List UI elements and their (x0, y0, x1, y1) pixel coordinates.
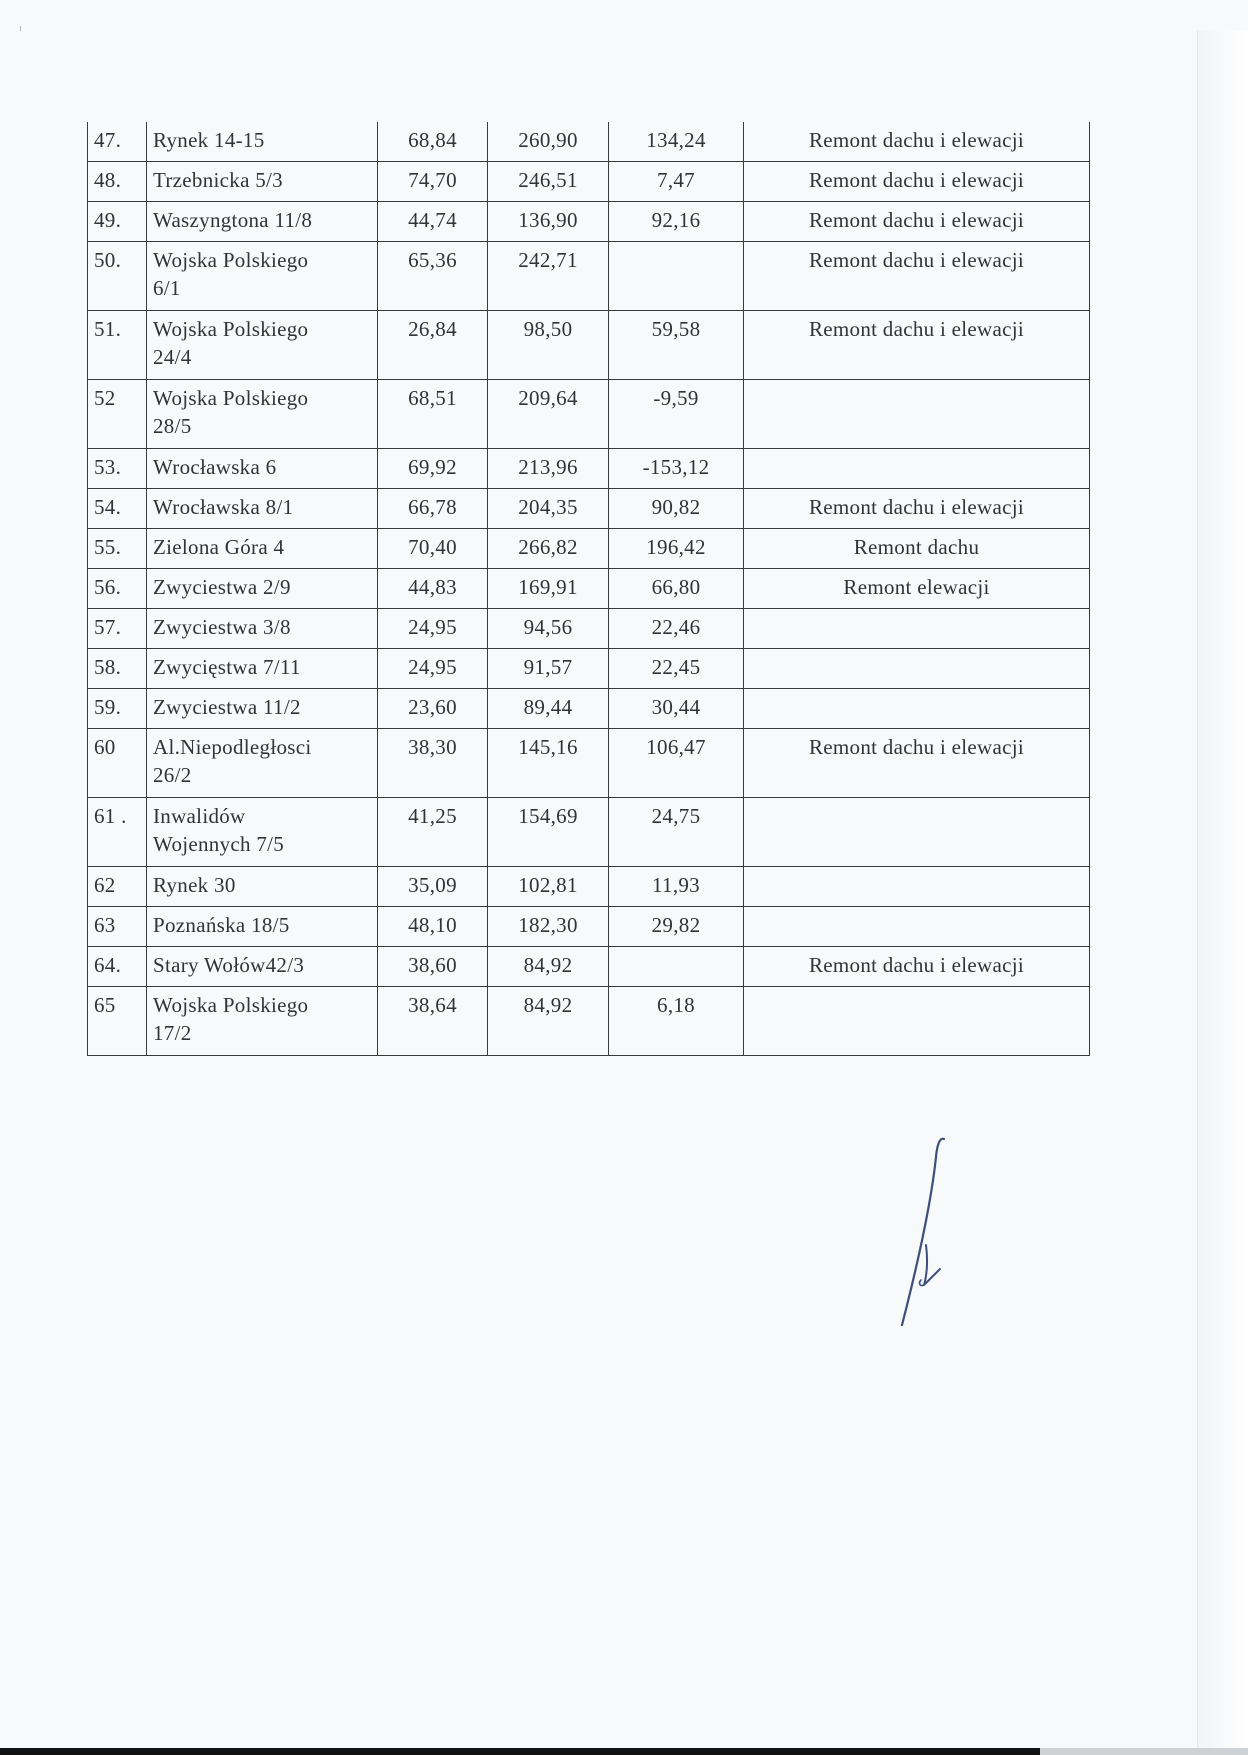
value-cell-1: 68,84 (378, 122, 488, 162)
note-cell (744, 689, 1090, 729)
note-cell (744, 907, 1090, 947)
note-cell: Remont dachu i elewacji (744, 242, 1090, 311)
row-number: 48. (88, 162, 147, 202)
value-cell-2: 242,71 (488, 242, 609, 311)
address-line: Zwycięstwa 7/11 (153, 655, 301, 679)
table-row (88, 569, 1090, 609)
scan-mark (20, 26, 21, 31)
row-number: 55. (88, 529, 147, 569)
table-row (88, 122, 1090, 162)
row-number: 53. (88, 449, 147, 489)
value-cell-2: 84,92 (488, 987, 609, 1056)
address-line: Rynek 30 (153, 873, 236, 897)
table-row (88, 907, 1090, 947)
value-cell-1: 26,84 (378, 311, 488, 380)
row-number: 62 (88, 867, 147, 907)
scan-bottom-edge (0, 1748, 1040, 1755)
page-edge (1197, 30, 1248, 1755)
value-cell-2: 154,69 (488, 798, 609, 867)
value-cell-3: -153,12 (609, 449, 744, 489)
value-cell-1: 69,92 (378, 449, 488, 489)
signature (890, 1135, 950, 1330)
value-cell-2: 94,56 (488, 609, 609, 649)
row-number: 56. (88, 569, 147, 609)
value-cell-2: 136,90 (488, 202, 609, 242)
address-cell (147, 867, 378, 907)
address-cell (147, 907, 378, 947)
address-line: Wojska Polskiego (153, 993, 309, 1017)
value-cell-1: 68,51 (378, 380, 488, 449)
value-cell-1: 48,10 (378, 907, 488, 947)
scan-bottom-edge-light (1040, 1748, 1248, 1755)
address-line: Stary Wołów42/3 (153, 953, 305, 977)
value-cell-1: 24,95 (378, 609, 488, 649)
value-cell-1: 24,95 (378, 649, 488, 689)
value-cell-3: 90,82 (609, 489, 744, 529)
row-number: 63 (88, 907, 147, 947)
table-row (88, 489, 1090, 529)
address-cell (147, 609, 378, 649)
table-row (88, 867, 1090, 907)
note-cell: Remont dachu i elewacji (744, 729, 1090, 798)
value-cell-2: 213,96 (488, 449, 609, 489)
table-row (88, 380, 1090, 449)
note-cell (744, 867, 1090, 907)
value-cell-3: 6,18 (609, 987, 744, 1056)
address-line: 17/2 (153, 1021, 192, 1045)
note-cell: Remont elewacji (744, 569, 1090, 609)
row-number: 51. (88, 311, 147, 380)
address-line: Trzebnicka 5/3 (153, 168, 283, 192)
address-cell (147, 122, 378, 162)
table-body (88, 122, 1090, 1056)
value-cell-3: 134,24 (609, 122, 744, 162)
value-cell-3: 7,47 (609, 162, 744, 202)
value-cell-2: 91,57 (488, 649, 609, 689)
value-cell-3: 196,42 (609, 529, 744, 569)
address-cell (147, 947, 378, 987)
table-row (88, 689, 1090, 729)
value-cell-2: 182,30 (488, 907, 609, 947)
value-cell-1: 44,74 (378, 202, 488, 242)
value-cell-2: 209,64 (488, 380, 609, 449)
row-number: 65 (88, 987, 147, 1056)
row-number: 52 (88, 380, 147, 449)
row-number: 64. (88, 947, 147, 987)
value-cell-1: 66,78 (378, 489, 488, 529)
table-row (88, 798, 1090, 867)
value-cell-3: 92,16 (609, 202, 744, 242)
value-cell-1: 44,83 (378, 569, 488, 609)
address-cell (147, 987, 378, 1056)
table-row (88, 311, 1090, 380)
value-cell-1: 65,36 (378, 242, 488, 311)
value-cell-3: 22,46 (609, 609, 744, 649)
value-cell-3: 106,47 (609, 729, 744, 798)
note-cell: Remont dachu i elewacji (744, 311, 1090, 380)
value-cell-2: 84,92 (488, 947, 609, 987)
address-line: Wojska Polskiego (153, 248, 309, 272)
table-row (88, 729, 1090, 798)
note-cell (744, 649, 1090, 689)
table-row (88, 449, 1090, 489)
table-row (88, 242, 1090, 311)
value-cell-1: 23,60 (378, 689, 488, 729)
address-line: 26/2 (153, 763, 192, 787)
address-line: Zwyciestwa 2/9 (153, 575, 291, 599)
value-cell-1: 41,25 (378, 798, 488, 867)
table-row (88, 202, 1090, 242)
address-line: Rynek 14-15 (153, 128, 265, 152)
value-cell-3: -9,59 (609, 380, 744, 449)
value-cell-2: 169,91 (488, 569, 609, 609)
value-cell-3: 29,82 (609, 907, 744, 947)
note-cell (744, 987, 1090, 1056)
address-cell (147, 569, 378, 609)
address-line: Zwyciestwa 3/8 (153, 615, 291, 639)
value-cell-2: 98,50 (488, 311, 609, 380)
row-number: 47. (88, 122, 147, 162)
note-cell: Remont dachu i elewacji (744, 202, 1090, 242)
address-cell (147, 729, 378, 798)
note-cell: Remont dachu (744, 529, 1090, 569)
address-line: Inwalidów (153, 804, 246, 828)
value-cell-1: 74,70 (378, 162, 488, 202)
value-cell-2: 260,90 (488, 122, 609, 162)
address-cell (147, 649, 378, 689)
row-number: 50. (88, 242, 147, 311)
address-line: Wojska Polskiego (153, 317, 309, 341)
address-line: Waszyngtona 11/8 (153, 208, 313, 232)
address-cell (147, 449, 378, 489)
value-cell-1: 35,09 (378, 867, 488, 907)
value-cell-1: 38,30 (378, 729, 488, 798)
address-line: Wojska Polskiego (153, 386, 309, 410)
value-cell-3 (609, 947, 744, 987)
value-cell-3: 59,58 (609, 311, 744, 380)
value-cell-2: 145,16 (488, 729, 609, 798)
row-number: 61 . (88, 798, 147, 867)
address-cell (147, 380, 378, 449)
value-cell-3 (609, 242, 744, 311)
value-cell-2: 204,35 (488, 489, 609, 529)
table-row (88, 649, 1090, 689)
note-cell (744, 380, 1090, 449)
note-cell: Remont dachu i elewacji (744, 947, 1090, 987)
address-line: Poznańska 18/5 (153, 913, 290, 937)
value-cell-2: 266,82 (488, 529, 609, 569)
table-row (88, 162, 1090, 202)
value-cell-2: 89,44 (488, 689, 609, 729)
row-number: 49. (88, 202, 147, 242)
table-row (88, 987, 1090, 1056)
row-number: 60 (88, 729, 147, 798)
address-cell (147, 242, 378, 311)
address-line: Al.Niepodległosci (153, 735, 312, 759)
value-cell-2: 102,81 (488, 867, 609, 907)
address-line: 24/4 (153, 345, 192, 369)
value-cell-3: 22,45 (609, 649, 744, 689)
address-cell (147, 689, 378, 729)
address-line: Zielona Góra 4 (153, 535, 285, 559)
row-number: 57. (88, 609, 147, 649)
note-cell: Remont dachu i elewacji (744, 162, 1090, 202)
address-cell (147, 162, 378, 202)
row-number: 59. (88, 689, 147, 729)
value-cell-2: 246,51 (488, 162, 609, 202)
address-line: Wrocławska 8/1 (153, 495, 294, 519)
note-cell: Remont dachu i elewacji (744, 489, 1090, 529)
value-cell-3: 66,80 (609, 569, 744, 609)
address-cell (147, 202, 378, 242)
table-row (88, 947, 1090, 987)
value-cell-3: 24,75 (609, 798, 744, 867)
address-cell (147, 529, 378, 569)
address-cell (147, 798, 378, 867)
address-line: 28/5 (153, 414, 192, 438)
value-cell-3: 30,44 (609, 689, 744, 729)
value-cell-1: 38,64 (378, 987, 488, 1056)
address-cell (147, 489, 378, 529)
address-cell (147, 311, 378, 380)
value-cell-1: 70,40 (378, 529, 488, 569)
address-line: Wojennych 7/5 (153, 832, 285, 856)
row-number: 54. (88, 489, 147, 529)
row-number: 58. (88, 649, 147, 689)
address-line: 6/1 (153, 276, 181, 300)
table-row (88, 609, 1090, 649)
address-line: Zwyciestwa 11/2 (153, 695, 301, 719)
property-table (87, 122, 1090, 1056)
note-cell (744, 798, 1090, 867)
address-line: Wrocławska 6 (153, 455, 277, 479)
note-cell (744, 449, 1090, 489)
note-cell (744, 609, 1090, 649)
table-row (88, 529, 1090, 569)
value-cell-1: 38,60 (378, 947, 488, 987)
value-cell-3: 11,93 (609, 867, 744, 907)
note-cell: Remont dachu i elewacji (744, 122, 1090, 162)
